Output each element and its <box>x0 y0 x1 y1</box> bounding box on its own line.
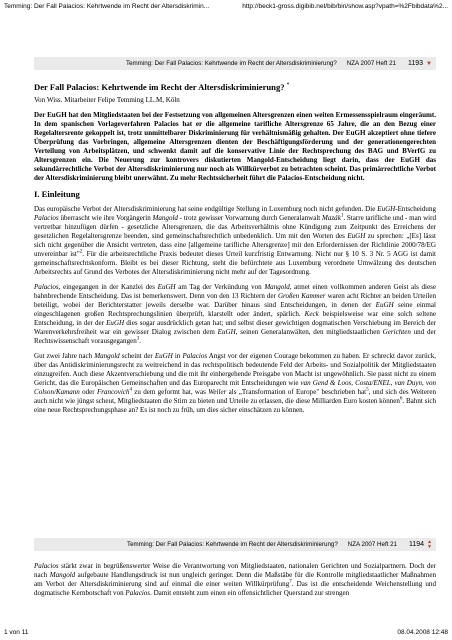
section-heading: I. Einleitung <box>34 189 80 199</box>
page-down-arrow-icon[interactable]: ▼ <box>426 60 432 67</box>
print-header-url: http://beck1-gross.digibib.net/bib/bin/show.asp?vpath=%2Fbibdata%2... <box>242 3 448 10</box>
print-header-title: Temming: Der Fall Palacios: Kehrtwende im Recht der Altersdiskrimin... <box>4 3 210 10</box>
title-footnote-link[interactable]: * <box>286 83 290 89</box>
paragraph-3: Gut zwei Jahre nach Mangold scheint der EuGH in Palacios Angst vor der eigenen Courage bekommen zu haben. Er schreckt davor zurück, über das Antidiskriminierungsrecht zu weitreichend in das rechtspolitisch bedeutende Feld der Arbeits- und Sozialpolitik der Mitgliedstaaten einzugreifen. Auch diese Akzentverschiebung und die mit ihr einhergehende Preisgabe von Macht ist ungewöhnlich. Sie passt nicht zu einem Gericht, das die Europäischen Gemeinschaften und das Europarecht mit Entscheidungen wie van Gend & Loos, Costa/ENEL, van Duyn, von Colson/Kamann oder Francovich$^4$ zu dem geformt hat, was Weiler als „Transformation of Europe" beschrieben hat$^5$, und sich des Weiteren auch nicht wie jüngst scheut, Mitgliedstaaten die Stirn zu bieten und Urteile zu erlassen, die diese Milliarden Euro kosten können$^6$. Bahnt sich eine neue Rechtsprechungsphase an? Es ist noch zu früh, um dies sicher einschätzen zu können. <box>34 352 437 414</box>
paragraph-2: Palacios, eingegangen in der Kanzlei des EuGH am Tag der Verkündung von Mangold, atmet einen vollkommen anderen Geist als diese bahnbrechende Entscheidung. Das ist bemerkenswert. Denn von den 13 Richtern der Großen Kammer waren acht Richter an beiden Urteilen beteiligt, wobei der Berichterstatter jeweils derselbe war. Darüber hinaus sind Entscheidungen, in denen der EuGH seine einmal eingeschlagenen großen Rechtsprechungslinien überprüft, klarstellt oder ändert, spärlich. Keck beispielsweise war eine solch seltene Entscheidung, in der der EuGH dies sogar ausdrücklich getan hat; und selbst dieser gewichtigen dogmatischen Verschiebung im Bereich der Warenverkehrsfreiheit war ein gewisser Dialog zwischen dem EuGH, seinen Generalanwälten, den mitgliedstaatlichen Gerichten und der Rechtswissenschaft vorausgegangen$^3$. <box>34 283 436 345</box>
article-author: Von Wiss. Mitarbeiter Felipe Temming LL.M, Köln <box>34 96 180 104</box>
article-body <box>34 82 436 421</box>
paragraph-1: Das europäische Verbot der Altersdiskriminierung hat seine endgültige Stellung in Luxemburg noch nicht gefunden. Die EuGH-Entscheidung Palacios überrascht wie ihre Vorgängerin Mangold - trotz gewisser Vorwarnung durch Generalanwalt Mazák$^1$. Starre tarifliche und - man wird vertretbar hinzufügen dürfen - gesetzliche Altersgrenzen, die das Arbeitsverhältnis ohne Kündigung zum Zeitpunkt des Erreichens der gesetzlichen Regelaltersgrenze beenden, sind gemeinschaftsrechtlich unbedenklich. Um mit den Worten des EuGH zu sprechen: „[Es] lässt sich nicht gegenüber die Ansicht vertreten, dass eine [allgemeine tarifliche Altersgrenze] mit den Erfordernissen der Richtlinie 2000/78/EG unvereinbar ist"$^2$. Für die arbeitsrechtliche Praxis bedeutet dieses Urteil kurzfristig Entwarnung. Nicht nur § 10 S. 3 Nr. 5 AGG ist damit gemeinschaftsrechtskonform. Bleibt es bei dieser Richtung, steht die befürchtete aus Luxemburg verordnete Umwälzung des deutschen Arbeitsrechts auf Grund des Verbotes der Altersdiskriminierung nicht mehr auf der Tagesordnung. <box>34 205 436 276</box>
running-header-journal: NZA 2007 Heft 21 <box>347 541 397 548</box>
browser-print-footer <box>4 628 448 638</box>
footnote-link[interactable]: 4 <box>129 387 132 393</box>
article-abstract: Der EuGH hat den Mitgliedstaaten bei der Festsetzung von allgemeinen Altersgrenzen einen weiten Ermessensspielraum eingeräumt. In dem spanischen Vorlageverfahren Palacios hat er die allgemeine tarifliche Altersgrenze 65 Jahre, die an den Bezug einer Regelaltersrente gekoppelt ist, trotz unmittelbarer Diskriminierung für verhältnismäßig gehalten. Der EuGH akzeptiert ohne tiefere Überprüfung das Vorbringen, allgemeine Altersgrenzen dienten der Beschäftigungsförderung und der generationengerechten Verteilung von Arbeitsplätzen, und schwenkt damit auf die konservative Linie der Rechtsprechung des BAG und BVerfG zu Altersgrenzen ein. Die Neuerung zur kontrovers diskutierten Mangold-Entscheidung liegt darin, dass der EuGH das sekundärrechtliche Verbot der Altersdiskriminierung nur noch als Willkürverbot zu betrachten scheint. Das primärrechtliche Verbot der Altersdiskriminierung bleibt unerwähnt. Zu mehr Rechtssicherheit führt die Palacios-Entscheidung nicht. <box>34 111 436 182</box>
page-number: 1194 <box>408 541 425 548</box>
page-nav-arrows <box>427 540 432 550</box>
page-number: 1193 <box>407 60 424 67</box>
footnote-link[interactable]: 1 <box>340 213 344 219</box>
article-title: Der Fall Palacios: Kehrtwende im Recht der Altersdiskriminierung? * <box>34 82 290 92</box>
footnote-link[interactable]: 2 <box>79 249 83 255</box>
running-header-title: Temming: Der Fall Palacios: Kehrtwende im Recht der Altersdiskriminierung? <box>125 60 337 67</box>
print-page-count: 1 von 11 <box>4 629 29 636</box>
footnote-link[interactable]: 6 <box>399 396 403 402</box>
paragraph-4: Palacios stärkt zwar in begrüßenswerter Weise die Verantwortung von Mitgliedstaaten, nationalen Gerichten und Sozialpartnern. Doch der nach Mangold aufgebaute Handlungsdruck ist nun ungleich geringer. Denn die Maßstäbe für die Kontrolle mitgliedstaatlicher Maßnahmen am Verbot der Altersdiskriminierung sind auf einmal die einer weiten Willkürprüfung$^7$. Das ist die entscheidende Weichenstellung und dogmatische Kernbotschaft von Palacios. Damit entsteht zum einen ein offensichtlicher Querstand zur strengen <box>34 562 436 597</box>
browser-print-header <box>4 2 448 12</box>
print-timestamp: 08.04.2008 12:48 <box>397 629 448 636</box>
footnote-link[interactable]: 3 <box>136 336 140 342</box>
running-header-title: Temming: Der Fall Palacios: Kehrtwende im Recht der Altersdiskriminierung? <box>126 541 338 548</box>
page-up-arrow-icon[interactable]: ▲ <box>427 538 432 545</box>
running-header-journal: NZA 2007 Heft 21 <box>346 60 396 67</box>
article-body-continued <box>34 562 436 604</box>
page-down-arrow-icon[interactable]: ▼ <box>427 543 432 550</box>
footnote-link[interactable]: 7 <box>289 579 292 585</box>
running-header-bar-2 <box>34 538 436 551</box>
running-header-bar <box>34 57 436 70</box>
footnote-link[interactable]: 5 <box>366 387 369 393</box>
